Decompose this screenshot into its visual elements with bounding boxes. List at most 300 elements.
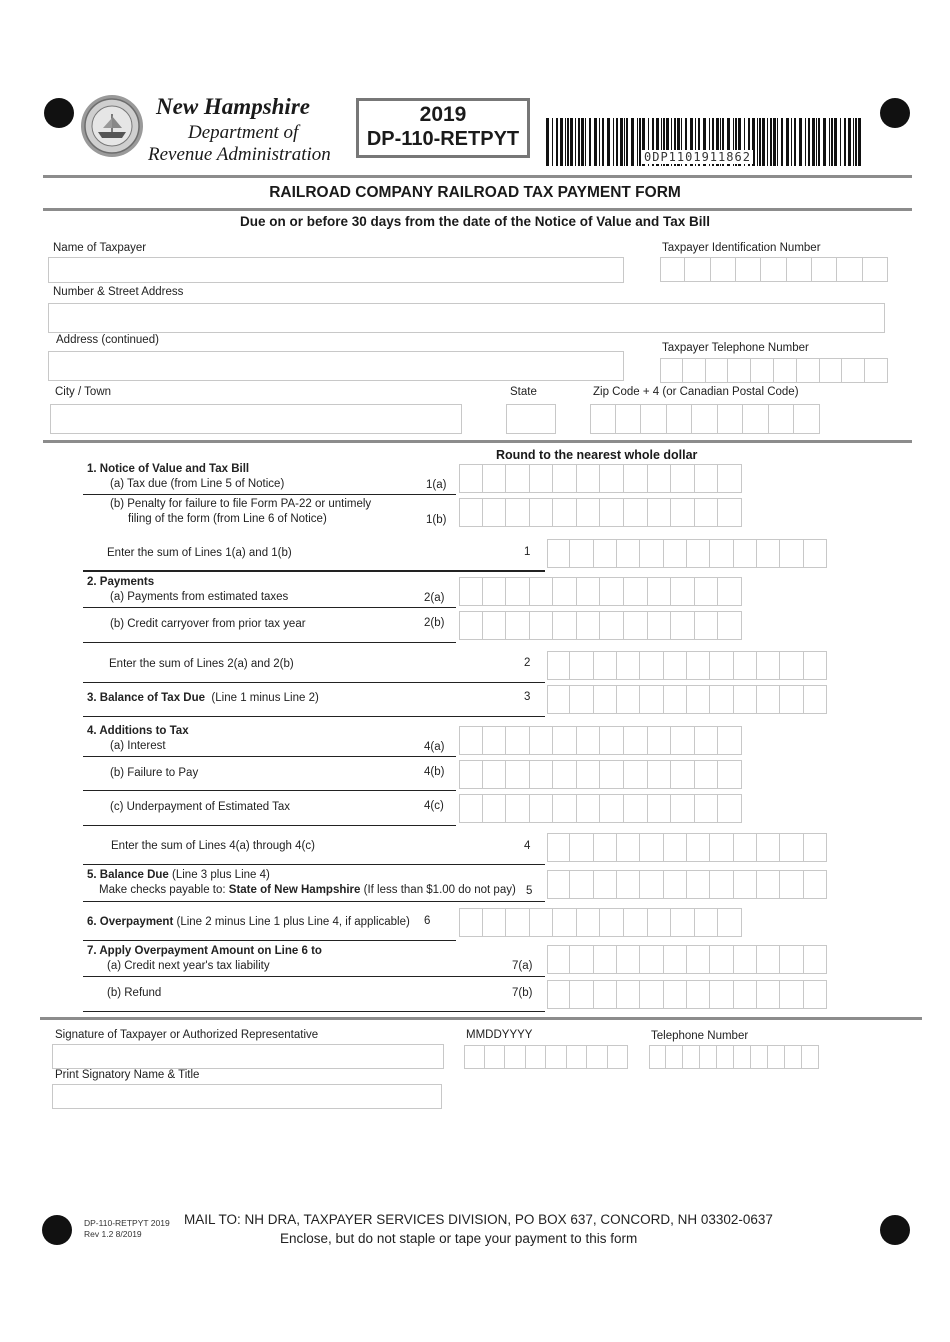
digit-box[interactable] (687, 833, 710, 862)
digit-box[interactable] (695, 464, 719, 493)
line1-sum-text: Enter the sum of Lines 1(a) and 1(b) (107, 547, 292, 559)
digit-box[interactable] (617, 870, 640, 899)
digit-box[interactable] (751, 358, 774, 383)
digit-box[interactable] (594, 945, 617, 974)
line7a-amount[interactable] (547, 945, 827, 974)
phone-input[interactable] (660, 358, 888, 383)
digit-box[interactable] (567, 1045, 588, 1069)
digit-box[interactable] (617, 539, 640, 568)
digit-box[interactable] (459, 726, 483, 755)
digit-box[interactable] (483, 760, 507, 789)
digit-box[interactable] (743, 404, 769, 434)
digit-box[interactable] (780, 833, 803, 862)
digit-box[interactable] (820, 358, 843, 383)
digit-box[interactable] (769, 404, 795, 434)
digit-box[interactable] (710, 945, 733, 974)
digit-box[interactable] (683, 1045, 700, 1069)
digit-box[interactable] (505, 1045, 526, 1069)
digit-box[interactable] (640, 651, 663, 680)
line1b-text2: filing of the form (from Line 6 of Notice) (128, 513, 327, 525)
digit-box[interactable] (594, 833, 617, 862)
digit-box[interactable] (660, 257, 685, 282)
digit-box[interactable] (671, 760, 695, 789)
digit-box[interactable] (685, 257, 710, 282)
digit-box[interactable] (785, 1045, 802, 1069)
line5-line2 (99, 883, 516, 898)
digit-box[interactable] (640, 870, 663, 899)
digit-box[interactable] (570, 539, 593, 568)
digit-box[interactable] (640, 980, 663, 1009)
digit-box[interactable] (459, 760, 483, 789)
digit-box[interactable] (553, 760, 577, 789)
digit-box[interactable] (664, 651, 687, 680)
digit-box[interactable] (547, 945, 570, 974)
line3-amount[interactable] (547, 685, 827, 714)
digit-box[interactable] (617, 945, 640, 974)
digit-box[interactable] (506, 908, 530, 937)
digit-box[interactable] (608, 1045, 629, 1069)
barcode-bar (567, 118, 569, 166)
state-name: New Hampshire (156, 94, 310, 119)
digit-box[interactable] (734, 539, 757, 568)
digit-box[interactable] (734, 1045, 751, 1069)
barcode-bar (791, 118, 792, 166)
barcode-bar (599, 118, 600, 166)
digit-box[interactable] (718, 498, 742, 527)
digit-box[interactable] (648, 760, 672, 789)
digit-box[interactable] (547, 833, 570, 862)
digit-box[interactable] (718, 464, 742, 493)
registration-mark (44, 98, 74, 128)
barcode-bar (762, 118, 765, 166)
digit-box[interactable] (530, 908, 554, 937)
digit-box[interactable] (506, 577, 530, 606)
barcode-bar (613, 118, 614, 166)
digit-box[interactable] (695, 794, 719, 823)
digit-box[interactable] (648, 794, 672, 823)
digit-box[interactable] (464, 1045, 485, 1069)
digit-box[interactable] (671, 577, 695, 606)
digit-box[interactable] (594, 651, 617, 680)
digit-box[interactable] (683, 358, 706, 383)
digit-box[interactable] (687, 651, 710, 680)
barcode-bar (848, 118, 851, 166)
digit-box[interactable] (553, 498, 577, 527)
digit-box[interactable] (837, 257, 862, 282)
line-rule (83, 570, 545, 572)
digit-box[interactable] (734, 685, 757, 714)
digit-box[interactable] (483, 464, 507, 493)
digit-box[interactable] (787, 257, 812, 282)
digit-box[interactable] (547, 685, 570, 714)
digit-box[interactable] (757, 870, 780, 899)
line1a-amount[interactable] (459, 464, 742, 493)
digit-box[interactable] (671, 794, 695, 823)
digit-box[interactable] (506, 498, 530, 527)
digit-box[interactable] (734, 833, 757, 862)
digit-box[interactable] (802, 1045, 819, 1069)
digit-box[interactable] (577, 794, 601, 823)
digit-box[interactable] (617, 651, 640, 680)
registration-mark (880, 98, 910, 128)
digit-box[interactable] (664, 980, 687, 1009)
signature-input[interactable] (52, 1044, 444, 1069)
line4a-number: 4(a) (424, 741, 445, 753)
digit-box[interactable] (757, 980, 780, 1009)
digit-box[interactable] (546, 1045, 567, 1069)
digit-box[interactable] (804, 833, 827, 862)
digit-box[interactable] (671, 726, 695, 755)
digit-box[interactable] (459, 908, 483, 937)
digit-box[interactable] (624, 726, 648, 755)
line5-rest: (Line 3 plus Line 4) (172, 869, 270, 881)
digit-box[interactable] (553, 464, 577, 493)
digit-box[interactable] (804, 980, 827, 1009)
digit-box[interactable] (718, 726, 742, 755)
digit-box[interactable] (600, 464, 624, 493)
street-label: Number & Street Address (53, 286, 184, 298)
digit-box[interactable] (734, 945, 757, 974)
digit-box[interactable] (794, 404, 820, 434)
digit-box[interactable] (600, 498, 624, 527)
digit-box[interactable] (600, 760, 624, 789)
digit-box[interactable] (570, 870, 593, 899)
digit-box[interactable] (506, 760, 530, 789)
digit-box[interactable] (797, 358, 820, 383)
city-input[interactable] (50, 404, 462, 434)
digit-box[interactable] (710, 980, 733, 1009)
digit-box[interactable] (757, 539, 780, 568)
digit-box[interactable] (594, 870, 617, 899)
barcode-bar (773, 118, 776, 166)
digit-box[interactable] (734, 980, 757, 1009)
barcode-bar (816, 118, 817, 166)
digit-box[interactable] (600, 726, 624, 755)
digit-box[interactable] (594, 539, 617, 568)
digit-box[interactable] (804, 685, 827, 714)
line2b-amount[interactable] (459, 611, 742, 640)
digit-box[interactable] (664, 945, 687, 974)
line6-amount[interactable] (459, 908, 742, 937)
digit-box[interactable] (506, 611, 530, 640)
state-input[interactable] (506, 404, 556, 434)
digit-box[interactable] (648, 464, 672, 493)
digit-box[interactable] (640, 945, 663, 974)
digit-box[interactable] (667, 404, 693, 434)
state-seal-icon (80, 94, 144, 158)
digit-box[interactable] (718, 577, 742, 606)
digit-box[interactable] (577, 611, 601, 640)
digit-box[interactable] (459, 464, 483, 493)
digit-box[interactable] (804, 539, 827, 568)
line3-text (87, 691, 319, 706)
digit-box[interactable] (594, 980, 617, 1009)
digit-box[interactable] (863, 257, 888, 282)
digit-box[interactable] (671, 498, 695, 527)
digit-box[interactable] (664, 685, 687, 714)
digit-box[interactable] (804, 945, 827, 974)
digit-box[interactable] (804, 870, 827, 899)
line4b-amount[interactable] (459, 760, 742, 789)
line3-bold: 3. Balance of Tax Due (87, 692, 206, 704)
digit-box[interactable] (594, 685, 617, 714)
barcode-bar (546, 118, 549, 166)
digit-box[interactable] (710, 833, 733, 862)
digit-box[interactable] (865, 358, 888, 383)
digit-box[interactable] (648, 908, 672, 937)
digit-box[interactable] (718, 908, 742, 937)
digit-box[interactable] (660, 358, 683, 383)
digit-box[interactable] (553, 908, 577, 937)
digit-box[interactable] (757, 685, 780, 714)
digit-box[interactable] (687, 870, 710, 899)
digit-box[interactable] (459, 577, 483, 606)
digit-box[interactable] (506, 794, 530, 823)
barcode-bar (560, 118, 563, 166)
digit-box[interactable] (671, 908, 695, 937)
digit-box[interactable] (530, 726, 554, 755)
digit-box[interactable] (780, 945, 803, 974)
digit-box[interactable] (649, 1045, 666, 1069)
line7b-amount[interactable] (547, 980, 827, 1009)
barcode-bar (770, 118, 772, 166)
barcode-bar (565, 118, 566, 166)
digit-box[interactable] (547, 980, 570, 1009)
digit-box[interactable] (483, 498, 507, 527)
digit-box[interactable] (695, 498, 719, 527)
digit-box[interactable] (483, 908, 507, 937)
digit-box[interactable] (757, 945, 780, 974)
digit-box[interactable] (812, 257, 837, 282)
digit-box[interactable] (710, 539, 733, 568)
digit-box[interactable] (774, 358, 797, 383)
digit-box[interactable] (483, 794, 507, 823)
line4c-text: (c) Underpayment of Estimated Tax (110, 801, 291, 813)
digit-box[interactable] (577, 498, 601, 527)
digit-box[interactable] (577, 908, 601, 937)
digit-box[interactable] (570, 980, 593, 1009)
digit-box[interactable] (695, 577, 719, 606)
digit-box[interactable] (617, 833, 640, 862)
digit-box[interactable] (483, 611, 507, 640)
line-rule (83, 642, 456, 643)
line4b-number: 4(b) (424, 766, 445, 778)
digit-box[interactable] (553, 726, 577, 755)
digit-box[interactable] (624, 577, 648, 606)
zip-label: Zip Code + 4 (or Canadian Postal Code) (593, 386, 799, 398)
line4-amount[interactable] (547, 833, 827, 862)
date-label: MMDDYYYY (466, 1029, 533, 1041)
digit-box[interactable] (757, 651, 780, 680)
digit-box[interactable] (706, 358, 729, 383)
date-input[interactable] (464, 1045, 628, 1069)
digit-box[interactable] (553, 611, 577, 640)
digit-box[interactable] (624, 794, 648, 823)
enclose-note: Enclose, but do not staple or tape your payment to this form (280, 1231, 638, 1246)
digit-box[interactable] (695, 908, 719, 937)
name-input[interactable] (48, 257, 624, 283)
line4c-amount[interactable] (459, 794, 742, 823)
digit-box[interactable] (671, 464, 695, 493)
digit-box[interactable] (600, 577, 624, 606)
digit-box[interactable] (664, 870, 687, 899)
digit-box[interactable] (530, 577, 554, 606)
digit-box[interactable] (780, 980, 803, 1009)
digit-box[interactable] (710, 685, 733, 714)
digit-box[interactable] (570, 651, 593, 680)
digit-box[interactable] (624, 908, 648, 937)
digit-box[interactable] (780, 539, 803, 568)
digit-box[interactable] (530, 760, 554, 789)
digit-box[interactable] (666, 1045, 683, 1069)
digit-box[interactable] (842, 358, 865, 383)
digit-box[interactable] (718, 611, 742, 640)
digit-box[interactable] (695, 611, 719, 640)
digit-box[interactable] (590, 404, 616, 434)
line-rule (83, 756, 456, 757)
zip-input[interactable] (590, 404, 820, 434)
digit-box[interactable] (570, 685, 593, 714)
digit-box[interactable] (577, 464, 601, 493)
digit-box[interactable] (710, 651, 733, 680)
digit-box[interactable] (640, 539, 663, 568)
digit-box[interactable] (624, 760, 648, 789)
digit-box[interactable] (617, 980, 640, 1009)
digit-box[interactable] (718, 760, 742, 789)
digit-box[interactable] (736, 257, 761, 282)
digit-box[interactable] (547, 539, 570, 568)
digit-box[interactable] (687, 685, 710, 714)
digit-box[interactable] (624, 611, 648, 640)
digit-box[interactable] (577, 726, 601, 755)
sig-phone-input[interactable] (649, 1045, 819, 1069)
line2a-amount[interactable] (459, 577, 742, 606)
digit-box[interactable] (711, 257, 736, 282)
barcode-bar (853, 118, 854, 166)
digit-box[interactable] (687, 980, 710, 1009)
digit-box[interactable] (648, 498, 672, 527)
digit-box[interactable] (648, 611, 672, 640)
divider (43, 208, 912, 211)
digit-box[interactable] (768, 1045, 785, 1069)
digit-box[interactable] (624, 464, 648, 493)
digit-box[interactable] (600, 908, 624, 937)
digit-box[interactable] (671, 611, 695, 640)
line1-amount[interactable] (547, 539, 827, 568)
digit-box[interactable] (526, 1045, 547, 1069)
line1b-amount[interactable] (459, 498, 742, 527)
street-input[interactable] (48, 303, 885, 333)
digit-box[interactable] (547, 651, 570, 680)
digit-box[interactable] (692, 404, 718, 434)
line4-sum-text: Enter the sum of Lines 4(a) through 4(c) (111, 840, 315, 852)
digit-box[interactable] (641, 404, 667, 434)
name-label: Name of Taxpayer (53, 242, 147, 254)
digit-box[interactable] (664, 833, 687, 862)
digit-box[interactable] (506, 464, 530, 493)
digit-box[interactable] (780, 651, 803, 680)
digit-box[interactable] (804, 651, 827, 680)
digit-box[interactable] (506, 726, 530, 755)
digit-box[interactable] (624, 498, 648, 527)
digit-box[interactable] (717, 1045, 734, 1069)
digit-box[interactable] (530, 794, 554, 823)
digit-box[interactable] (459, 611, 483, 640)
digit-box[interactable] (459, 498, 483, 527)
print-name-input[interactable] (52, 1084, 442, 1109)
digit-box[interactable] (734, 870, 757, 899)
line4a-amount[interactable] (459, 726, 742, 755)
digit-box[interactable] (553, 794, 577, 823)
digit-box[interactable] (640, 685, 663, 714)
digit-box[interactable] (687, 945, 710, 974)
digit-box[interactable] (780, 685, 803, 714)
digit-box[interactable] (547, 870, 570, 899)
footer-rev: Rev 1.2 8/2019 (84, 1229, 142, 1239)
digit-box[interactable] (761, 257, 786, 282)
digit-box[interactable] (530, 498, 554, 527)
digit-box[interactable] (570, 945, 593, 974)
barcode-bar (556, 118, 558, 166)
digit-box[interactable] (640, 833, 663, 862)
digit-box[interactable] (751, 1045, 768, 1069)
digit-box[interactable] (459, 794, 483, 823)
address-cont-input[interactable] (48, 351, 624, 381)
digit-box[interactable] (648, 726, 672, 755)
digit-box[interactable] (577, 760, 601, 789)
sig-phone-label: Telephone Number (651, 1030, 749, 1042)
digit-box[interactable] (483, 726, 507, 755)
digit-box[interactable] (485, 1045, 506, 1069)
line5-amount[interactable] (547, 870, 827, 899)
state-label: State (510, 386, 537, 398)
signature-label: Signature of Taxpayer or Authorized Representative (55, 1029, 319, 1041)
tin-input[interactable] (660, 257, 888, 282)
line5-payable-pre: Make checks payable to: (99, 884, 226, 896)
digit-box[interactable] (577, 577, 601, 606)
digit-box[interactable] (687, 539, 710, 568)
digit-box[interactable] (600, 794, 624, 823)
digit-box[interactable] (700, 1045, 717, 1069)
line5-payable-post: (If less than $1.00 do not pay) (363, 884, 516, 896)
digit-box[interactable] (718, 404, 744, 434)
line2-amount[interactable] (547, 651, 827, 680)
digit-box[interactable] (600, 611, 624, 640)
digit-box[interactable] (553, 577, 577, 606)
barcode-bar (578, 118, 580, 166)
digit-box[interactable] (718, 794, 742, 823)
digit-box[interactable] (570, 833, 593, 862)
line-rule (83, 825, 456, 826)
divider (40, 1017, 922, 1020)
digit-box[interactable] (617, 685, 640, 714)
digit-box[interactable] (616, 404, 642, 434)
digit-box[interactable] (648, 577, 672, 606)
digit-box[interactable] (695, 760, 719, 789)
digit-box[interactable] (728, 358, 751, 383)
digit-box[interactable] (530, 464, 554, 493)
digit-box[interactable] (695, 726, 719, 755)
digit-box[interactable] (483, 577, 507, 606)
department-line2: Revenue Administration (148, 144, 331, 165)
digit-box[interactable] (734, 651, 757, 680)
digit-box[interactable] (710, 870, 733, 899)
digit-box[interactable] (780, 870, 803, 899)
digit-box[interactable] (587, 1045, 608, 1069)
digit-box[interactable] (757, 833, 780, 862)
digit-box[interactable] (530, 611, 554, 640)
digit-box[interactable] (664, 539, 687, 568)
